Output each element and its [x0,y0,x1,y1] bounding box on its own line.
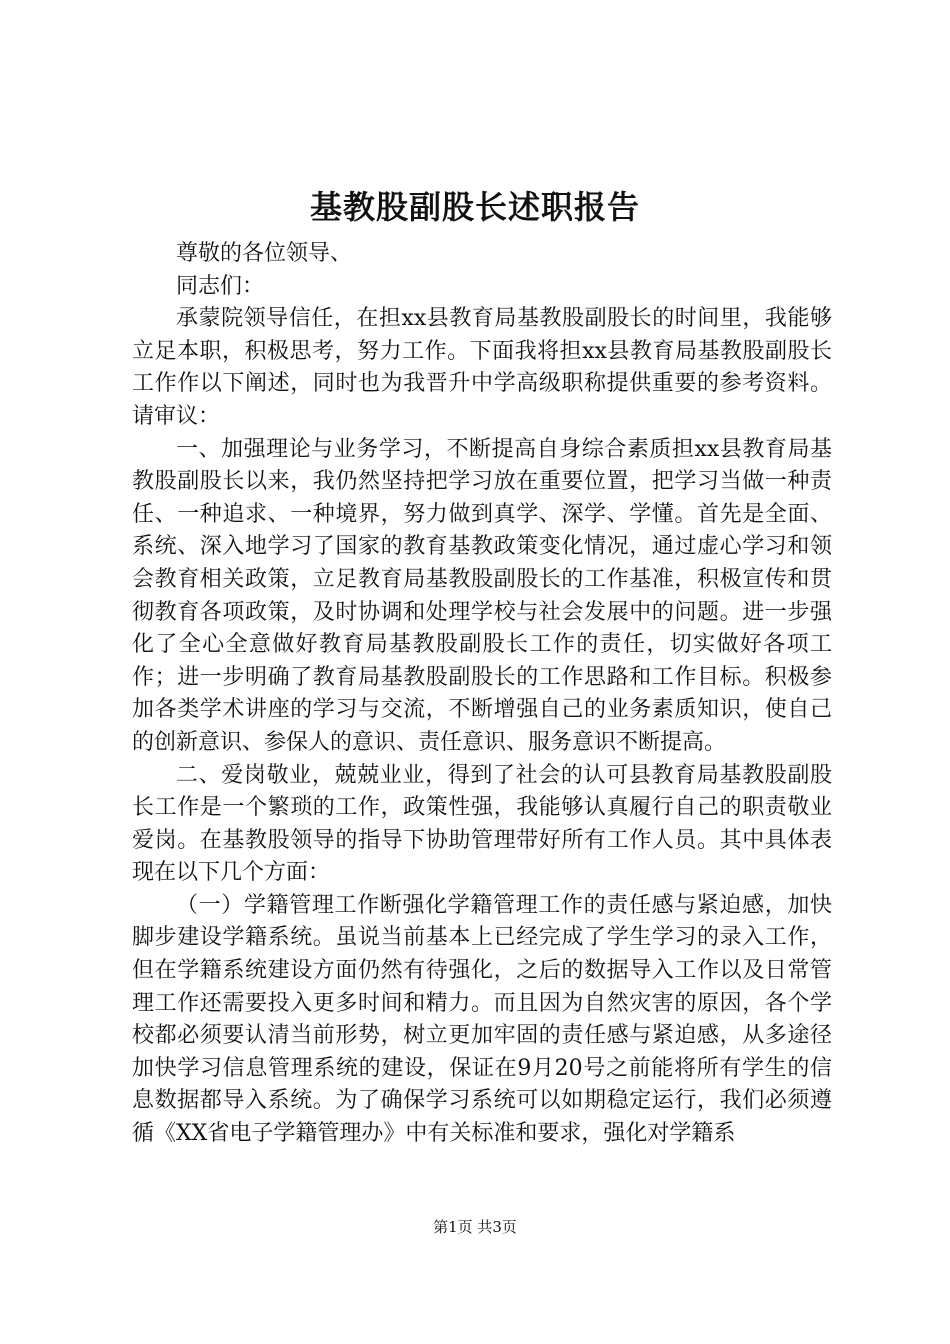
salutation-line: 尊敬的各位领导、 [176,241,353,266]
body-paragraph: 承蒙院领导信任，在担xx县教育局基教股副股长的时间里，我能够立足本职，积极思考，努力工作。下面我将担xx县教育局基教股副股长工作作以下阐述，同时也为我晋升中学高级职称提供重要的参考资料。请审议： [132,306,832,429]
page-number: 第1页 共3页 [433,1218,517,1236]
body-paragraph: 一、加强理论与业务学习，不断提高自身综合素质担xx县教育局基教股副股长以来，我仍然坚持把学习放在重要位置，把学习当做一种责任、一种追求、一种境界，努力做到真学、深学、学懂。首先是全面、系统、深入地学习了国家的教育基教政策变化情况，通过虚心学习和领会教育相关政策，立足教育局基教股副股长的工作基准，积极宣传和贯彻教育各项政策，及时协调和处理学校与社会发展中的问题。进一步强化了全心全意做好教育局基教股副股长工作的责任，切实做好各项工作；进一步明确了教育局基教股副股长的工作思路和工作目标。积极参加各类学术讲座的学习与交流，不断增强自己的业务素质知识，使自己的创新意识、参保人的意识、责任意识、服务意识不断提高。 [132,436,832,755]
body-paragraph: （一）学籍管理工作断强化学籍管理工作的责任感与紧迫感，加快脚步建设学籍系统。虽说当前基本上已经完成了学生学习的录入工作，但在学籍系统建设方面仍然有待强化，之后的数据导入工作以及日常管理工作还需要投入更多时间和精力。而且因为自然灾害的原因，各个学校都必须要认清当前形势，树立更加牢固的责任感与紧迫感，从多途径加快学习信息管理系统的建设，保证在9月20号之前能将所有学生的信息数据都导入系统。为了确保学习系统可以如期稳定运行，我们必须遵循《XX省电子学籍管理办》中有关标准和要求，强化对学籍系 [132,892,832,1147]
body-paragraph: 二、爱岗敬业，兢兢业业，得到了社会的认可县教育局基教股副股长工作是一个繁琐的工作，政策性强，我能够认真履行自己的职责敬业爱岗。在基教股领导的指导下协助管理带好所有工作人员。其中具体表现在以下几个方面： [132,762,832,886]
document-body [132,238,832,1151]
page-footer [0,1215,950,1239]
document-title: 基教股副股长述职报告 [309,188,640,226]
salutation-line: 同志们： [176,273,265,299]
